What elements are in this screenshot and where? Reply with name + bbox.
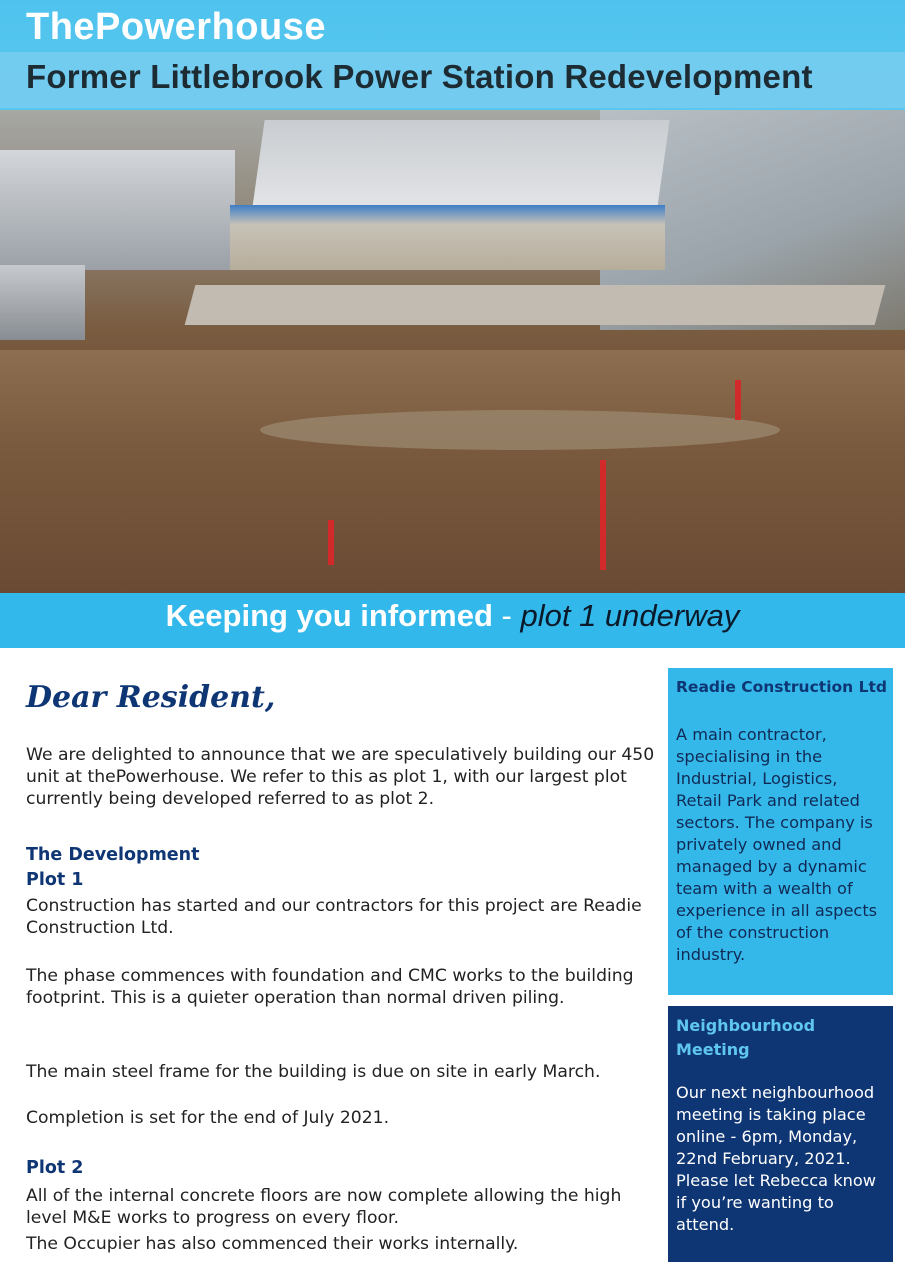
photo-excavator-arm [735,380,741,420]
photo-piling-rig [600,460,606,570]
aerial-site-photo [0,110,905,593]
plot1-paragraph-4: Completion is set for the end of July 2021. [26,1108,390,1128]
intro-paragraph: We are delighted to announce that we are speculatively building our 450 unit at thePowerhouse. We refer to this as plot 1, with our largest plot currently being developed referred to as plot 2. [26,745,655,809]
contractor-description: A main contractor, specialising in the Industrial, Logistics, Retail Park and related sectors. The company is privately owned and managed by a dynamic team with a wealth of experience in all aspects of the construction industry. [676,725,878,964]
contractor-title: Readie Construction Ltd [676,678,887,696]
development-heading: The Development [26,845,200,865]
banner-bold-text: Keeping you informed [165,598,493,633]
plot1-paragraph-2: The phase commences with foundation and CMC works to the building footprint. This is a quieter operation than normal driven piling. [26,966,634,1008]
meeting-description: Our next neighbourhood meeting is taking place online - 6pm, Monday, 22nd February, 2021. Please let Rebecca know if you’re wanting to attend. [676,1083,876,1234]
plot1-paragraph-3: The main steel frame for the building is due on site in early March. [26,1062,601,1082]
banner-text [0,598,905,634]
photo-warehouse-left-small [0,265,85,340]
photo-warehouse-roof [251,120,669,215]
plot2-paragraph-1: All of the internal concrete floors are now complete allowing the high level M&E works to progress on every floor. [26,1186,622,1228]
photo-warehouse-left [0,150,235,270]
plot2-heading: Plot 2 [26,1158,84,1178]
plot1-heading: Plot 1 [26,870,84,890]
photo-concrete-slab [185,285,886,325]
page-subtitle: Former Littlebrook Power Station Redevelopment [26,58,813,95]
banner-separator: - [492,598,521,633]
salutation: Dear Resident, [26,680,276,715]
plot1-paragraph-1: Construction has started and our contractors for this project are Readie Construction Ltd. [26,896,642,938]
photo-puddle [260,410,780,450]
hero-section [0,0,905,593]
photo-piling-rig [328,520,334,565]
banner-italic-text: plot 1 underway [520,598,740,633]
meeting-title: Neighbourhood Meeting [676,1016,816,1059]
photo-warehouse-facade [230,205,665,270]
brand-title: ThePowerhouse [26,6,326,48]
photo-mud-ground [0,350,905,593]
plot2-paragraph-2: The Occupier has also commenced their works internally. [26,1234,519,1254]
